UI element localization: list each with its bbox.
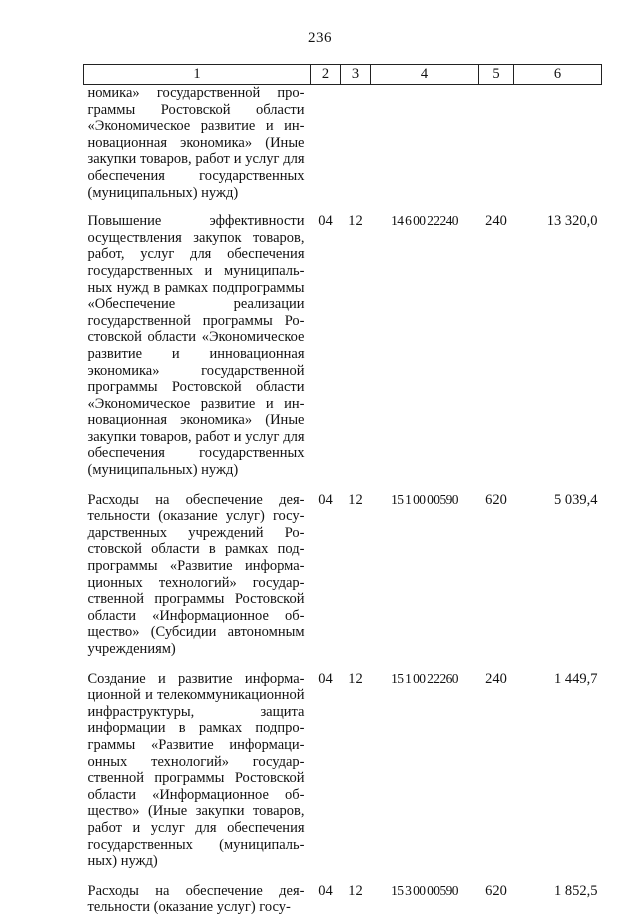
row-target-article <box>371 85 479 214</box>
column-number-3: 3 <box>341 65 371 85</box>
column-number-5: 5 <box>479 65 514 85</box>
row-section: 04 <box>318 491 333 508</box>
row-subsection <box>341 85 371 214</box>
row-expense-type: 620 <box>485 882 507 899</box>
row-amount: 13 320,0 <box>546 213 598 230</box>
table-row <box>84 85 602 214</box>
table-body <box>84 85 602 916</box>
row-target-article: 15 3 00 00590 <box>391 882 458 898</box>
row-description: Повышение эффективности осуществления закупок товаров, работ, услуг для обеспечения государственных и муниципальных нужд в рамках подпрограммы «Обеспечение реализации государственной программы Ростовской области «Экономическое развитие и инновационная экономика» государственной программы Ростовской области «Экономическое развитие и инновационная экономика» (Иные закупки товаров, работ и услуг для обеспечения государственных (муниципальных) нужд) <box>87 213 305 479</box>
column-number-row <box>84 65 602 85</box>
row-amount: 5 039,4 <box>554 491 598 508</box>
row-expense-type: 240 <box>485 213 507 230</box>
row-section: 04 <box>318 213 333 230</box>
row-subsection: 12 <box>348 491 363 508</box>
table-header <box>84 65 602 85</box>
row-target-article: 15 1 00 22260 <box>391 670 458 686</box>
table-row <box>84 492 602 671</box>
column-number-4: 4 <box>371 65 479 85</box>
row-expense-type <box>479 85 514 214</box>
table-row <box>84 671 602 883</box>
row-target-article: 14 6 00 22240 <box>391 213 458 229</box>
column-number-6: 6 <box>514 65 602 85</box>
row-amount: 1 449,7 <box>554 670 598 687</box>
row-amount: 1 852,5 <box>554 882 598 899</box>
row-amount <box>514 85 602 214</box>
page-number: 236 <box>308 30 332 46</box>
row-description: номика» государственной программы Ростовской области «Экономическое развитие и инновационная экономика» (Иные закупки товаров, работ и услуг для обеспечения государственных (муниципальных) нужд) <box>87 85 305 201</box>
row-subsection: 12 <box>348 882 363 899</box>
row-subsection: 12 <box>348 670 363 687</box>
row-target-article: 15 1 00 00590 <box>391 491 458 507</box>
row-description: Создание и развитие информационной и телекоммуникационной инфраструктуры, защита информации в рамках подпрограммы «Развитие информационных технологий» государственной программы Ростовской области «Информационное общество» (Иные закупки товаров, работ и услуг для обеспечения государственных (муниципальных) нужд) <box>87 670 305 870</box>
table-row <box>84 213 602 492</box>
column-number-1: 1 <box>84 65 311 85</box>
row-section <box>311 85 341 214</box>
row-section: 04 <box>318 670 333 687</box>
row-expense-type: 620 <box>485 491 507 508</box>
row-description: Расходы на обеспечение деятельности (оказание услуг) государственных учреждений Ростовской области в рамках подпрограммы «Развитие информационных технологий» государственной программы Ростовской области «Информационное общество» (Субсидии автономным учреждениям) <box>87 491 305 657</box>
budget-table <box>83 64 602 916</box>
row-section: 04 <box>318 882 333 899</box>
row-expense-type: 240 <box>485 670 507 687</box>
row-subsection: 12 <box>348 213 363 230</box>
column-number-2: 2 <box>311 65 341 85</box>
row-description: Расходы на обеспечение деятельности (оказание услуг) госу- <box>87 882 305 916</box>
table-row <box>84 883 602 916</box>
